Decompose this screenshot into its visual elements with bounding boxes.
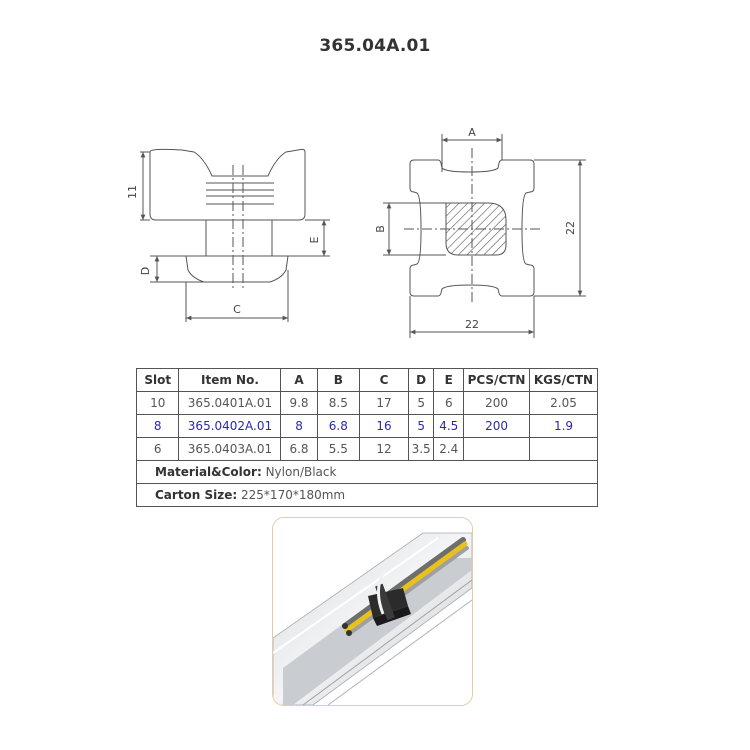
dim-label-d: D: [139, 266, 152, 276]
cell-slot: 6: [137, 438, 179, 461]
material-value: Nylon/Black: [265, 465, 337, 479]
side-view-flange: [186, 256, 288, 282]
cell-item-no: 365.0403A.01: [179, 438, 281, 461]
cell-c: 12: [360, 438, 409, 461]
carton-value: 225*170*180mm: [241, 488, 346, 502]
header-c: C: [360, 369, 409, 392]
cell-pcs-ctn: 200: [464, 392, 530, 415]
cell-d: 3.5: [408, 438, 433, 461]
header-item-no: Item No.: [179, 369, 281, 392]
carton-label: Carton Size:: [155, 488, 238, 502]
cell-a: 6.8: [281, 438, 317, 461]
table-row: [137, 415, 598, 438]
cell-a: 9.8: [281, 392, 317, 415]
dim-label-22-height: 22: [564, 221, 577, 235]
header-slot: Slot: [137, 369, 179, 392]
cell-b: 8.5: [317, 392, 359, 415]
cell-d: 5: [408, 415, 433, 438]
cell-e: 2.4: [434, 438, 464, 461]
product-title: 365.04A.01: [319, 36, 431, 56]
dim-label-a: A: [468, 126, 476, 139]
material-row: [137, 461, 598, 484]
cell-item-no: 365.0402A.01: [179, 415, 281, 438]
table-header-row: [137, 369, 598, 392]
cell-pcs-ctn: 200: [464, 415, 530, 438]
dim-label-e: E: [308, 236, 321, 244]
table-row: [137, 438, 598, 461]
cell-e: 4.5: [434, 415, 464, 438]
dim-label-11: 11: [126, 185, 139, 199]
material-label: Material&Color:: [155, 465, 262, 479]
spec-table: [136, 368, 598, 507]
cell-c: 16: [360, 415, 409, 438]
top-view: [383, 134, 586, 338]
header-pcs-ctn: PCS/CTN: [464, 369, 530, 392]
cell-b: 5.5: [317, 438, 359, 461]
header-b: B: [317, 369, 359, 392]
cell-kgs-ctn: 2.05: [529, 392, 597, 415]
carton-row: [137, 484, 598, 507]
cell-a: 8: [281, 415, 317, 438]
header-kgs-ctn: KGS/CTN: [529, 369, 597, 392]
dim-label-b: B: [374, 225, 387, 233]
cell-kgs-ctn: 1.9: [529, 415, 597, 438]
header-d: D: [408, 369, 433, 392]
side-view-upper-body: [150, 149, 305, 220]
product-photo: [272, 517, 473, 706]
side-view-stem: [206, 220, 272, 256]
cell-item-no: 365.0401A.01: [179, 392, 281, 415]
header-a: A: [281, 369, 317, 392]
cell-kgs-ctn: [529, 438, 597, 461]
header-e: E: [434, 369, 464, 392]
cell-d: 5: [408, 392, 433, 415]
side-view: [140, 149, 330, 322]
cell-e: 6: [434, 392, 464, 415]
cell-pcs-ctn: [464, 438, 530, 461]
product-illustration: [273, 518, 472, 705]
cell-c: 17: [360, 392, 409, 415]
cell-slot: 8: [137, 415, 179, 438]
dim-label-22-width: 22: [465, 318, 479, 331]
dim-label-c: C: [233, 303, 241, 316]
cell-b: 6.8: [317, 415, 359, 438]
cell-slot: 10: [137, 392, 179, 415]
table-row: [137, 392, 598, 415]
